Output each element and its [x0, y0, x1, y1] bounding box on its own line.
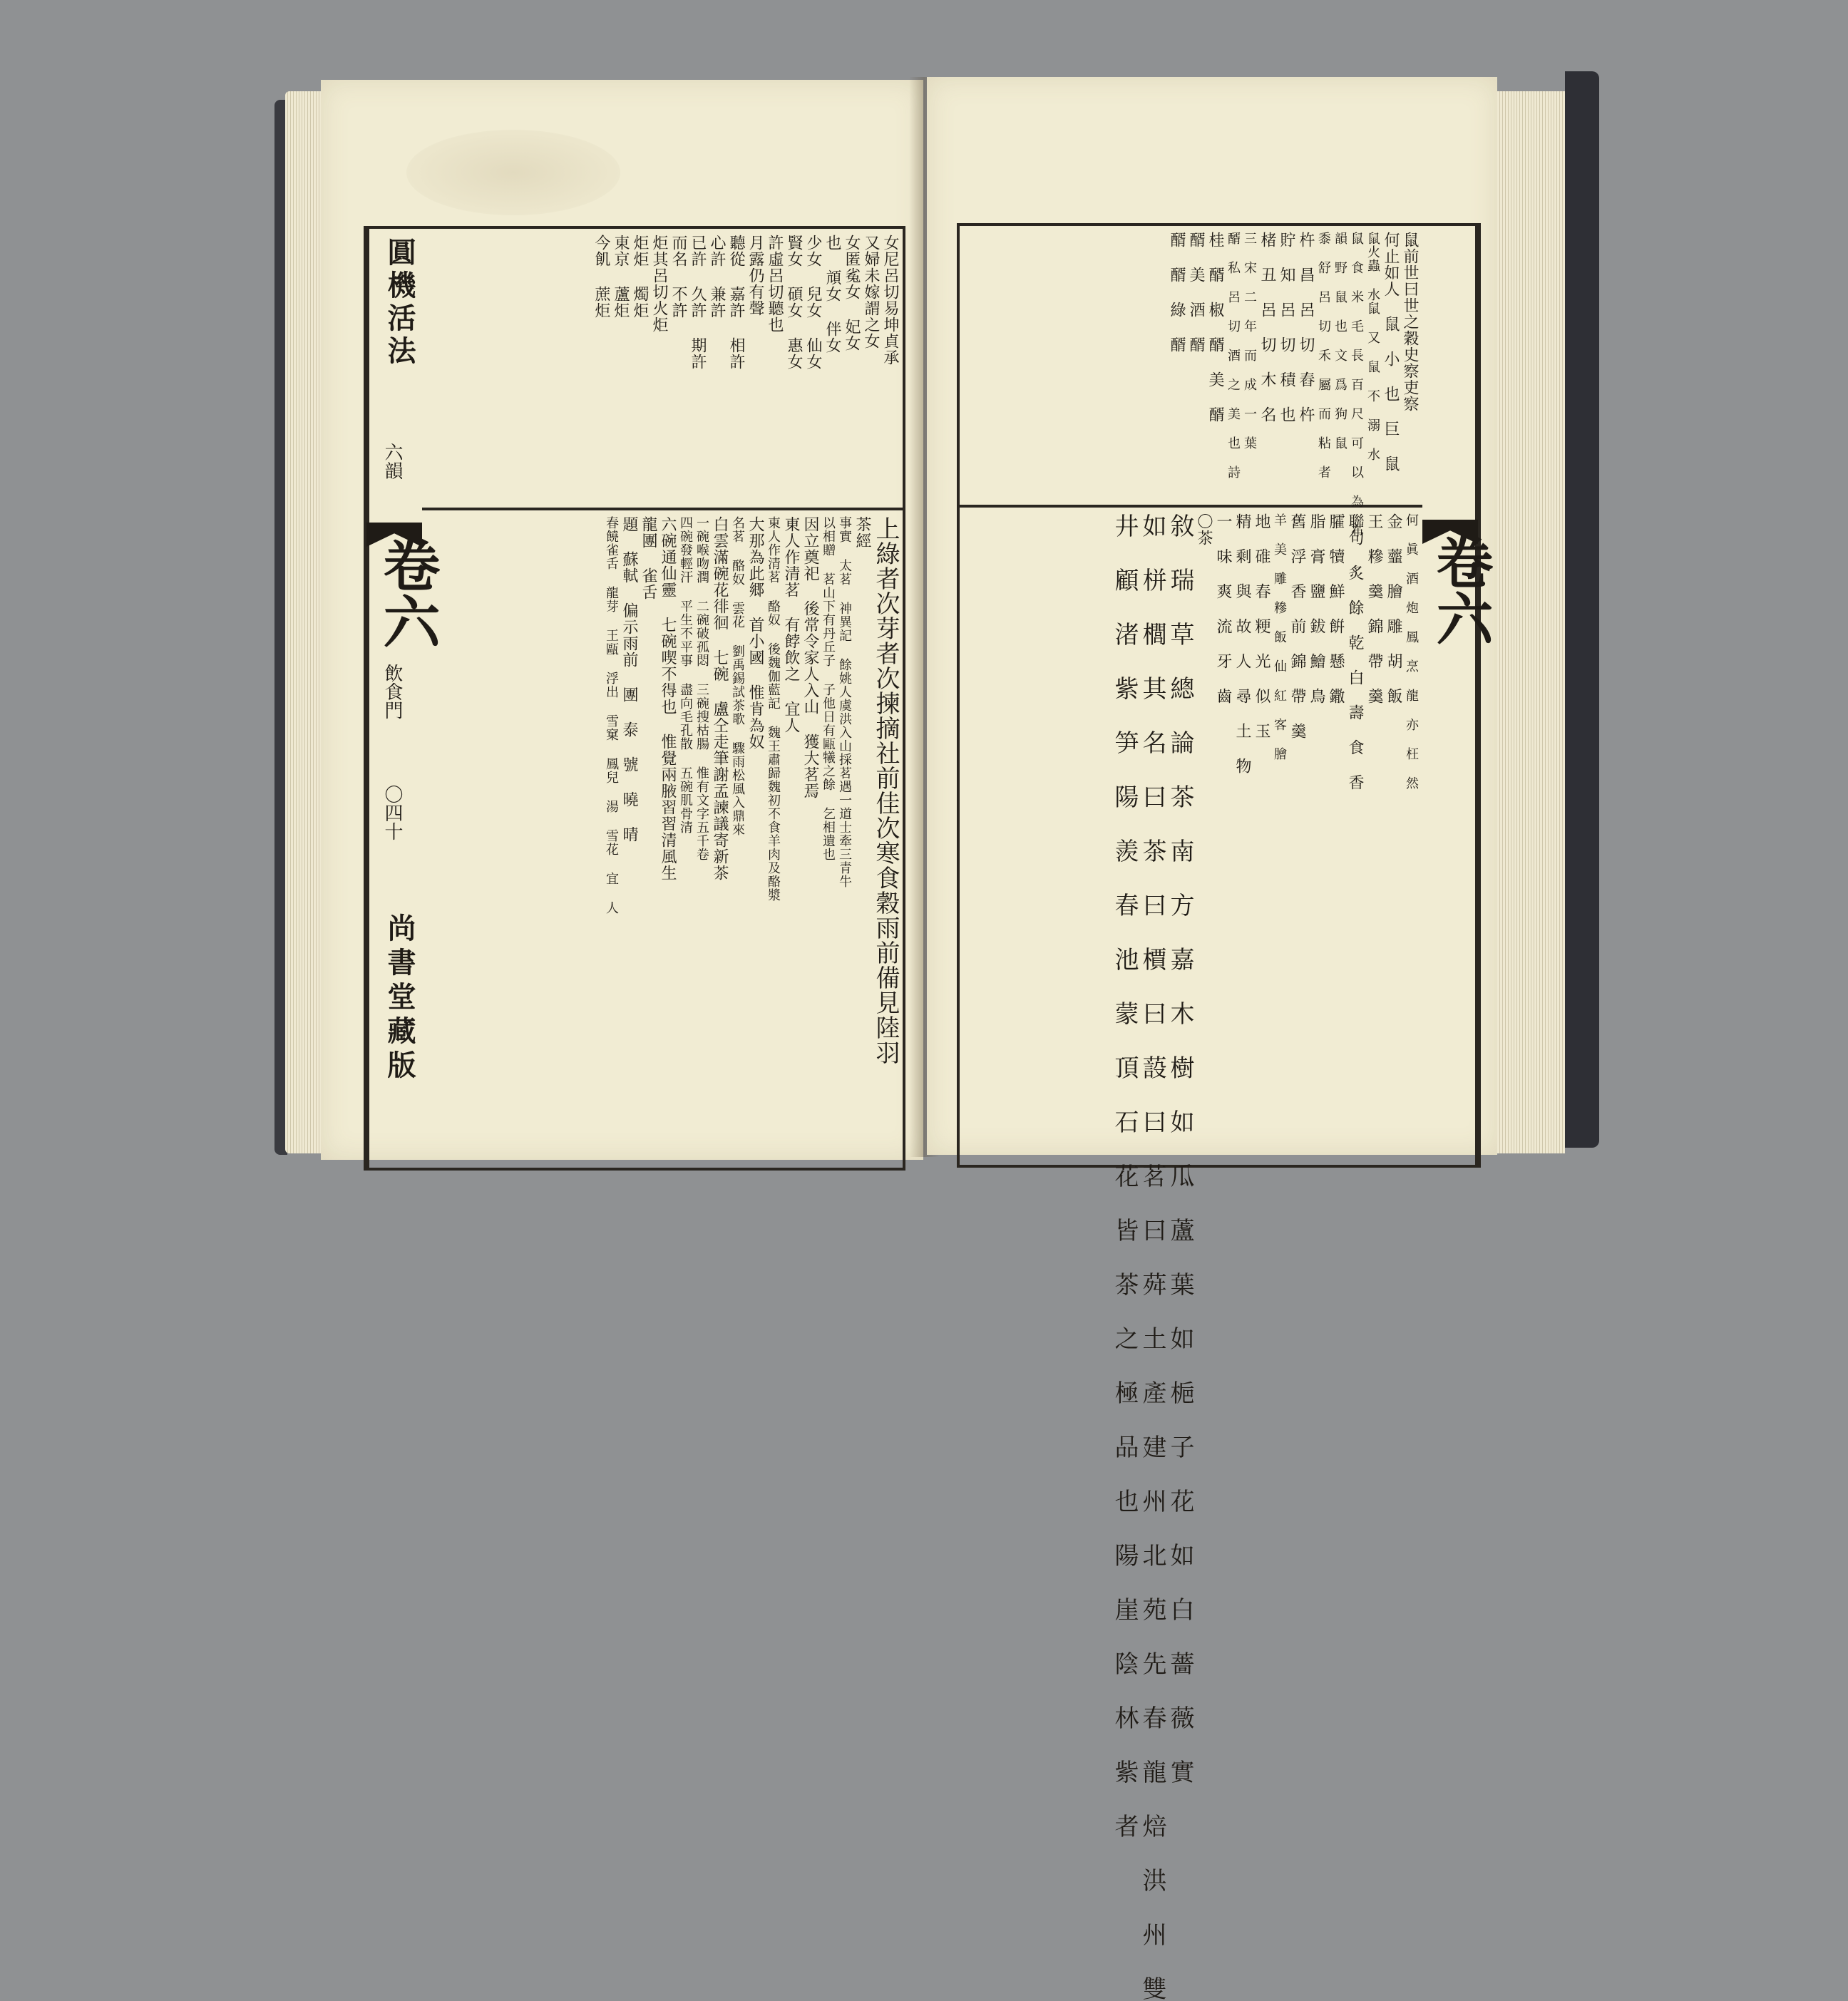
text-column: 東京 蘆炬 [612, 235, 630, 319]
volume-label: 卷六 [1427, 533, 1494, 647]
text-column: 炬炬 燭炬 [631, 235, 649, 319]
left-upper-columns [426, 235, 898, 503]
text-column: 黍 舒 呂 切 禾 屬 而 粘 者 [1316, 232, 1331, 479]
left-page-frame [364, 226, 905, 1171]
text-column: 聯句 炙 餘 乾 白 壽 食 香 [1346, 513, 1364, 791]
text-column: 許虛呂切聽也 [766, 235, 784, 333]
book-back-cover-right [1565, 71, 1599, 1148]
text-column: 東人作清茗 有餑飲之 宜人 [782, 516, 800, 734]
text-column: 龍團 雀舌 [640, 516, 657, 600]
volume-label: 卷六 [374, 535, 441, 649]
left-center-strip [366, 229, 441, 1168]
text-column: 〇茶 [1195, 513, 1213, 546]
right-lower-section [960, 508, 1422, 2001]
text-column: 已許 久許 期許 [689, 235, 707, 370]
text-column: 女匿㝹女 妃女 [843, 235, 861, 351]
text-column: 心許 兼許 [708, 235, 726, 319]
right-page-frame [957, 223, 1494, 2001]
text-column: 何止如人 鼠 小 也 巨 鼠 [1382, 232, 1400, 472]
upper-section-label: 六韻 [381, 443, 403, 480]
text-column: 白雲滿碗花徘徊 七碗 盧仝走筆謝孟諫議寄新茶 [711, 516, 729, 881]
text-column: 一 味 爽 流 牙 齒 [1214, 513, 1232, 704]
text-column: 三 宋 二 年 而 成 一 葉 [1242, 232, 1257, 450]
text-column: 月露仍有聲 [746, 235, 764, 317]
text-column: 王 糝 羹 錦 帶 羹 [1365, 513, 1383, 704]
text-column: 事實 太茗 神異記 餘姚人虞洪入山採茗遇一道士牽三青牛 [837, 516, 852, 888]
text-column: 地 碓 春 粳 光 似 玉 [1253, 513, 1270, 739]
text-column: 臛 犢 鮮 餠 懸 鏾 [1327, 513, 1345, 704]
right-lower-columns [964, 513, 1419, 2001]
text-column: 少女 兒女 仙女 [804, 235, 822, 370]
page-number: 〇四十 [381, 785, 403, 840]
text-column: 一碗喉吻潤 二碗破孤悶 三碗搜枯腸 惟有文字五千卷 [694, 516, 709, 861]
text-column: 今飢 蔗炬 [592, 235, 610, 319]
text-column: 羊 美 雕 糝 飯 仙 紅 客 膾 [1272, 513, 1287, 761]
text-column: 也 頏女 伴女 [823, 235, 841, 354]
text-column: 貯 知 呂 切 積 也 [1278, 232, 1295, 423]
text-column: 以相贈 茗山下有丹丘子 子他日有甌犧之餘 乞相遺也 [821, 516, 836, 861]
text-column: 上綠者次芽者次揀摘社前佳次寒食穀雨前備見陸羽 [871, 516, 900, 1065]
text-column: 鼠前世曰世之穀史察吏察 [1401, 232, 1419, 412]
text-column: 醑 美 酒 醑 [1187, 232, 1205, 353]
left-lower-section [422, 510, 903, 1168]
text-column: 而名 不許 [669, 235, 687, 319]
text-column: 聽從 嘉許 相許 [727, 235, 745, 370]
text-column: 金 虀 膾 雕 胡 飯 [1385, 513, 1402, 704]
paper-stain [406, 130, 620, 215]
text-column: 桂 醑 椒 醑 美 醑 [1206, 232, 1224, 423]
text-column: 精 剩 與 故 人 尋 土 物 [1233, 513, 1251, 774]
text-column: 四碗發輕汗 平生不平事 盡向毛孔散 五碗肌骨清 [678, 516, 693, 834]
page-edges-left [285, 91, 321, 1153]
text-column: 醑 醑 綠 醑 [1168, 232, 1186, 353]
text-column: 賢女 碩女 惠女 [785, 235, 803, 370]
text-column: 茶經 [853, 516, 871, 549]
text-column: 井 顧 渚 紫 笋 陽 羨 春 池 蒙 頂 石 花 皆 茶 之 極 品 也 陽 崖 陰 林 紫 者 [1110, 513, 1139, 1838]
text-column: 因立奠祀 後常令家人入山 獲大茗焉 [801, 516, 819, 799]
text-column: 春饒雀舌 龍芽 王甌 浮出 雪窠 鳳兒 湯 雪花 宜 人 [604, 516, 619, 915]
text-column: 女尼呂切易坤貞承 [881, 235, 899, 366]
left-upper-section [422, 229, 903, 510]
text-column: 鼠 食 米 毛 長 百 尺 可 以 為 布 [1349, 232, 1364, 537]
text-column: 如 栟 櫚 其 名 曰 茶 曰 檟 曰 蔎 曰 茗 曰 荈 土 產 建 州 北 苑 先 春 龍 焙 洪 州 雙 [1138, 513, 1166, 2001]
text-column: 何 眞 酒 炮 鳳 烹 龍 亦 枉 然 [1404, 513, 1419, 790]
text-column: 名茗 酪奴 雲花 劉禹錫試茶歌 驟雨松風入鼎來 [730, 516, 745, 836]
text-column: 東人作清茗 酪奴 後魏伽藍記 魏王肅歸魏初不食羊肉及酪漿 [766, 516, 781, 902]
text-column: 舊 浮 香 前 錦 帶 羹 [1288, 513, 1306, 739]
text-column: 醑 私 呂 切 酒 之 美 也 詩 [1226, 232, 1241, 479]
text-column: 楮 丑 呂 切 木 名 [1258, 232, 1276, 423]
text-column: 炬其呂切火炬 [650, 235, 668, 333]
left-page [321, 80, 923, 1160]
text-column: 敘 瑞 草 總 論 茶 南 方 嘉 木 樹 如 瓜 蘆 葉 如 梔 子 花 如 白 薔 薇 實 [1166, 513, 1194, 1784]
text-column: 鼠火蟲 水鼠 又 鼠 不 溺 水 [1365, 232, 1380, 461]
left-lower-columns [426, 516, 898, 1163]
text-column: 六碗通仙靈 七碗喫不得也 惟覺兩腋習習清風生 [659, 516, 677, 881]
text-column: 韻 野 鼠 也 文 爲 狗 鼠 [1333, 232, 1348, 450]
running-title: 圓機活法 [383, 237, 416, 369]
page-edges-right [1497, 91, 1565, 1153]
text-column: 杵 昌 呂 切 舂 杵 [1297, 232, 1315, 423]
section-label: 飲食門 [381, 664, 403, 719]
text-column: 又婦未嫁謂之女 [862, 235, 880, 349]
publisher-label: 尚書堂藏版 [383, 913, 416, 1084]
text-column: 脂 膏 鹽 鈸 鱠 鳥 [1308, 513, 1325, 704]
text-column: 大那為此郷 首小國 惟肯為奴 [746, 516, 764, 750]
right-page [927, 77, 1497, 2001]
text-column: 題 蘇軾 偏示雨前 團 泰 號 曉 晴 [620, 516, 638, 843]
right-center-strip [1422, 226, 1494, 1165]
